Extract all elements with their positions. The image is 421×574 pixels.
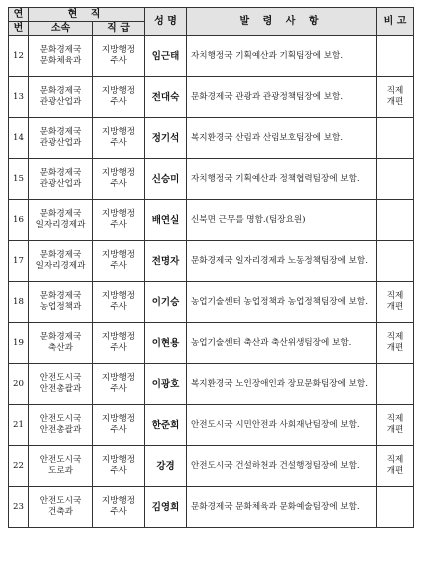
note-cell-line: 개편 [386, 343, 404, 353]
department-cell-line: 도로과 [48, 466, 73, 476]
rank-cell [93, 159, 145, 200]
department-cell [29, 241, 93, 282]
department-cell [29, 118, 93, 159]
person-name: 신승미 [145, 159, 187, 200]
department-cell [29, 487, 93, 528]
note-cell [377, 446, 414, 487]
rank-cell-line: 주사 [110, 179, 127, 189]
department-cell-line: 문화경제국 [39, 250, 82, 260]
rank-cell [93, 323, 145, 364]
rank-cell [93, 446, 145, 487]
department-cell-line: 관광산업과 [39, 97, 82, 107]
table-row [9, 36, 414, 77]
header-dept: 소속 [29, 22, 93, 36]
note-cell [377, 487, 414, 528]
rank-cell-line: 지방행정 [101, 414, 136, 424]
row-number: 23 [9, 487, 29, 528]
department-cell-line: 안전도시국 [39, 496, 82, 506]
department-cell-line: 문화경제국 [39, 291, 82, 301]
rank-cell-line: 지방행정 [101, 455, 136, 465]
person-name: 배연실 [145, 200, 187, 241]
rank-cell-line: 지방행정 [101, 496, 136, 506]
order-text: 문화경제국 일자리경제과 노동정책팀장에 보함. [187, 241, 377, 282]
table-row [9, 323, 414, 364]
note-cell [377, 241, 414, 282]
table-row [9, 282, 414, 323]
rank-cell-line: 주사 [110, 56, 127, 66]
rank-cell-line: 주사 [110, 425, 127, 435]
rank-cell-line: 지방행정 [101, 168, 136, 178]
department-cell-line: 문화경제국 [39, 332, 82, 342]
table-row [9, 364, 414, 405]
rank-cell-line: 주사 [110, 261, 127, 271]
row-number: 19 [9, 323, 29, 364]
rank-cell [93, 282, 145, 323]
person-name: 이기승 [145, 282, 187, 323]
rank-cell-line: 주사 [110, 466, 127, 476]
note-cell-line: 개편 [386, 425, 404, 435]
order-text: 안전도시국 시민안전과 사회재난팀장에 보함. [187, 405, 377, 446]
person-name: 정기석 [145, 118, 187, 159]
order-text: 농업기술센터 농업정책과 농업정책팀장에 보함. [187, 282, 377, 323]
note-cell [377, 405, 414, 446]
row-number: 18 [9, 282, 29, 323]
table-row [9, 159, 414, 200]
note-cell-line: 개편 [386, 97, 404, 107]
order-text: 문화경제국 문화체육과 문화예술팀장에 보함. [187, 487, 377, 528]
note-cell-line: 직제 [386, 455, 404, 465]
rank-cell [93, 200, 145, 241]
note-cell [377, 200, 414, 241]
personnel-order-table [8, 7, 414, 528]
department-cell-line: 문화경제국 [39, 45, 82, 55]
order-text: 복지환경국 산림과 산림보호팀장에 보함. [187, 118, 377, 159]
department-cell-line: 건축과 [48, 507, 73, 517]
person-name: 전명자 [145, 241, 187, 282]
rank-cell-line: 지방행정 [101, 86, 136, 96]
department-cell [29, 446, 93, 487]
note-cell [377, 36, 414, 77]
table-row [9, 118, 414, 159]
department-cell [29, 159, 93, 200]
department-cell-line: 관광산업과 [39, 179, 82, 189]
department-cell-line: 문화체육과 [39, 56, 82, 66]
order-text: 신북면 근무를 명함.(팀장요원) [187, 200, 377, 241]
department-cell [29, 77, 93, 118]
row-number: 16 [9, 200, 29, 241]
table-row [9, 446, 414, 487]
note-cell [377, 118, 414, 159]
department-cell-line: 문화경제국 [39, 168, 82, 178]
department-cell-line: 일자리경제과 [35, 220, 86, 230]
department-cell-line: 안전총괄과 [39, 425, 82, 435]
note-cell-line: 직제 [386, 291, 404, 301]
header-note: 비 고 [377, 8, 414, 36]
note-cell [377, 364, 414, 405]
table-row [9, 200, 414, 241]
rank-cell-line: 주사 [110, 302, 127, 312]
note-cell-line: 직제 [386, 332, 404, 342]
row-number: 21 [9, 405, 29, 446]
rank-cell [93, 405, 145, 446]
order-text: 자치행정국 기획예산과 기획팀장에 보함. [187, 36, 377, 77]
table-row [9, 241, 414, 282]
person-name: 이현용 [145, 323, 187, 364]
person-name: 김영희 [145, 487, 187, 528]
department-cell-line: 문화경제국 [39, 127, 82, 137]
person-name: 전대숙 [145, 77, 187, 118]
rank-cell [93, 36, 145, 77]
department-cell-line: 안전도시국 [39, 373, 82, 383]
note-cell-line: 개편 [386, 302, 404, 312]
department-cell-line: 문화경제국 [39, 86, 82, 96]
table-row [9, 405, 414, 446]
rank-cell-line: 지방행정 [101, 250, 136, 260]
rank-cell-line: 주사 [110, 220, 127, 230]
rank-cell [93, 241, 145, 282]
department-cell-line: 농업정책과 [39, 302, 82, 312]
order-text: 문화경제국 관광과 관광정책팀장에 보함. [187, 77, 377, 118]
table-body [9, 36, 414, 528]
department-cell [29, 405, 93, 446]
order-text: 복지환경국 노인장애인과 장묘문화팀장에 보함. [187, 364, 377, 405]
rank-cell [93, 77, 145, 118]
header-name: 성 명 [145, 8, 187, 36]
department-cell-line: 안전도시국 [39, 414, 82, 424]
header-order: 발 령 사 항 [187, 8, 377, 36]
department-cell [29, 323, 93, 364]
table-row [9, 487, 414, 528]
row-number: 17 [9, 241, 29, 282]
rank-cell-line: 지방행정 [101, 209, 136, 219]
rank-cell-line: 주사 [110, 343, 127, 353]
person-name: 이광호 [145, 364, 187, 405]
person-name: 강경 [145, 446, 187, 487]
rank-cell [93, 364, 145, 405]
order-text: 자치행정국 기획예산과 정책협력팀장에 보함. [187, 159, 377, 200]
person-name: 한준희 [145, 405, 187, 446]
rank-cell [93, 487, 145, 528]
rank-cell-line: 지방행정 [101, 45, 136, 55]
department-cell [29, 364, 93, 405]
department-cell [29, 36, 93, 77]
table-row [9, 77, 414, 118]
rank-cell-line: 주사 [110, 97, 127, 107]
person-name: 임근태 [145, 36, 187, 77]
note-cell [377, 77, 414, 118]
department-cell-line: 문화경제국 [39, 209, 82, 219]
header-rank: 직 급 [93, 22, 145, 36]
rank-cell-line: 주사 [110, 384, 127, 394]
department-cell-line: 관광산업과 [39, 138, 82, 148]
rank-cell-line: 지방행정 [101, 291, 136, 301]
row-number: 15 [9, 159, 29, 200]
header-current-position: 현 직 [29, 8, 145, 22]
row-number: 20 [9, 364, 29, 405]
row-number: 12 [9, 36, 29, 77]
department-cell-line: 축산과 [48, 343, 73, 353]
row-number: 13 [9, 77, 29, 118]
department-cell-line: 안전총괄과 [39, 384, 82, 394]
rank-cell [93, 118, 145, 159]
row-number: 14 [9, 118, 29, 159]
rank-cell-line: 주사 [110, 507, 127, 517]
rank-cell-line: 주사 [110, 138, 127, 148]
note-cell [377, 159, 414, 200]
note-cell-line: 개편 [386, 466, 404, 476]
rank-cell-line: 지방행정 [101, 373, 136, 383]
department-cell [29, 282, 93, 323]
department-cell-line: 일자리경제과 [35, 261, 86, 271]
header-no-top: 연 [9, 8, 29, 22]
department-cell [29, 200, 93, 241]
header-no-bottom: 번 [9, 22, 29, 36]
order-text: 농업기술센터 축산과 축산위생팀장에 보함. [187, 323, 377, 364]
row-number: 22 [9, 446, 29, 487]
note-cell [377, 323, 414, 364]
note-cell-line: 직제 [386, 414, 404, 424]
rank-cell-line: 지방행정 [101, 127, 136, 137]
note-cell [377, 282, 414, 323]
rank-cell-line: 지방행정 [101, 332, 136, 342]
department-cell-line: 안전도시국 [39, 455, 82, 465]
note-cell-line: 직제 [386, 86, 404, 96]
order-text: 안전도시국 건설하천과 건설행정팀장에 보함. [187, 446, 377, 487]
